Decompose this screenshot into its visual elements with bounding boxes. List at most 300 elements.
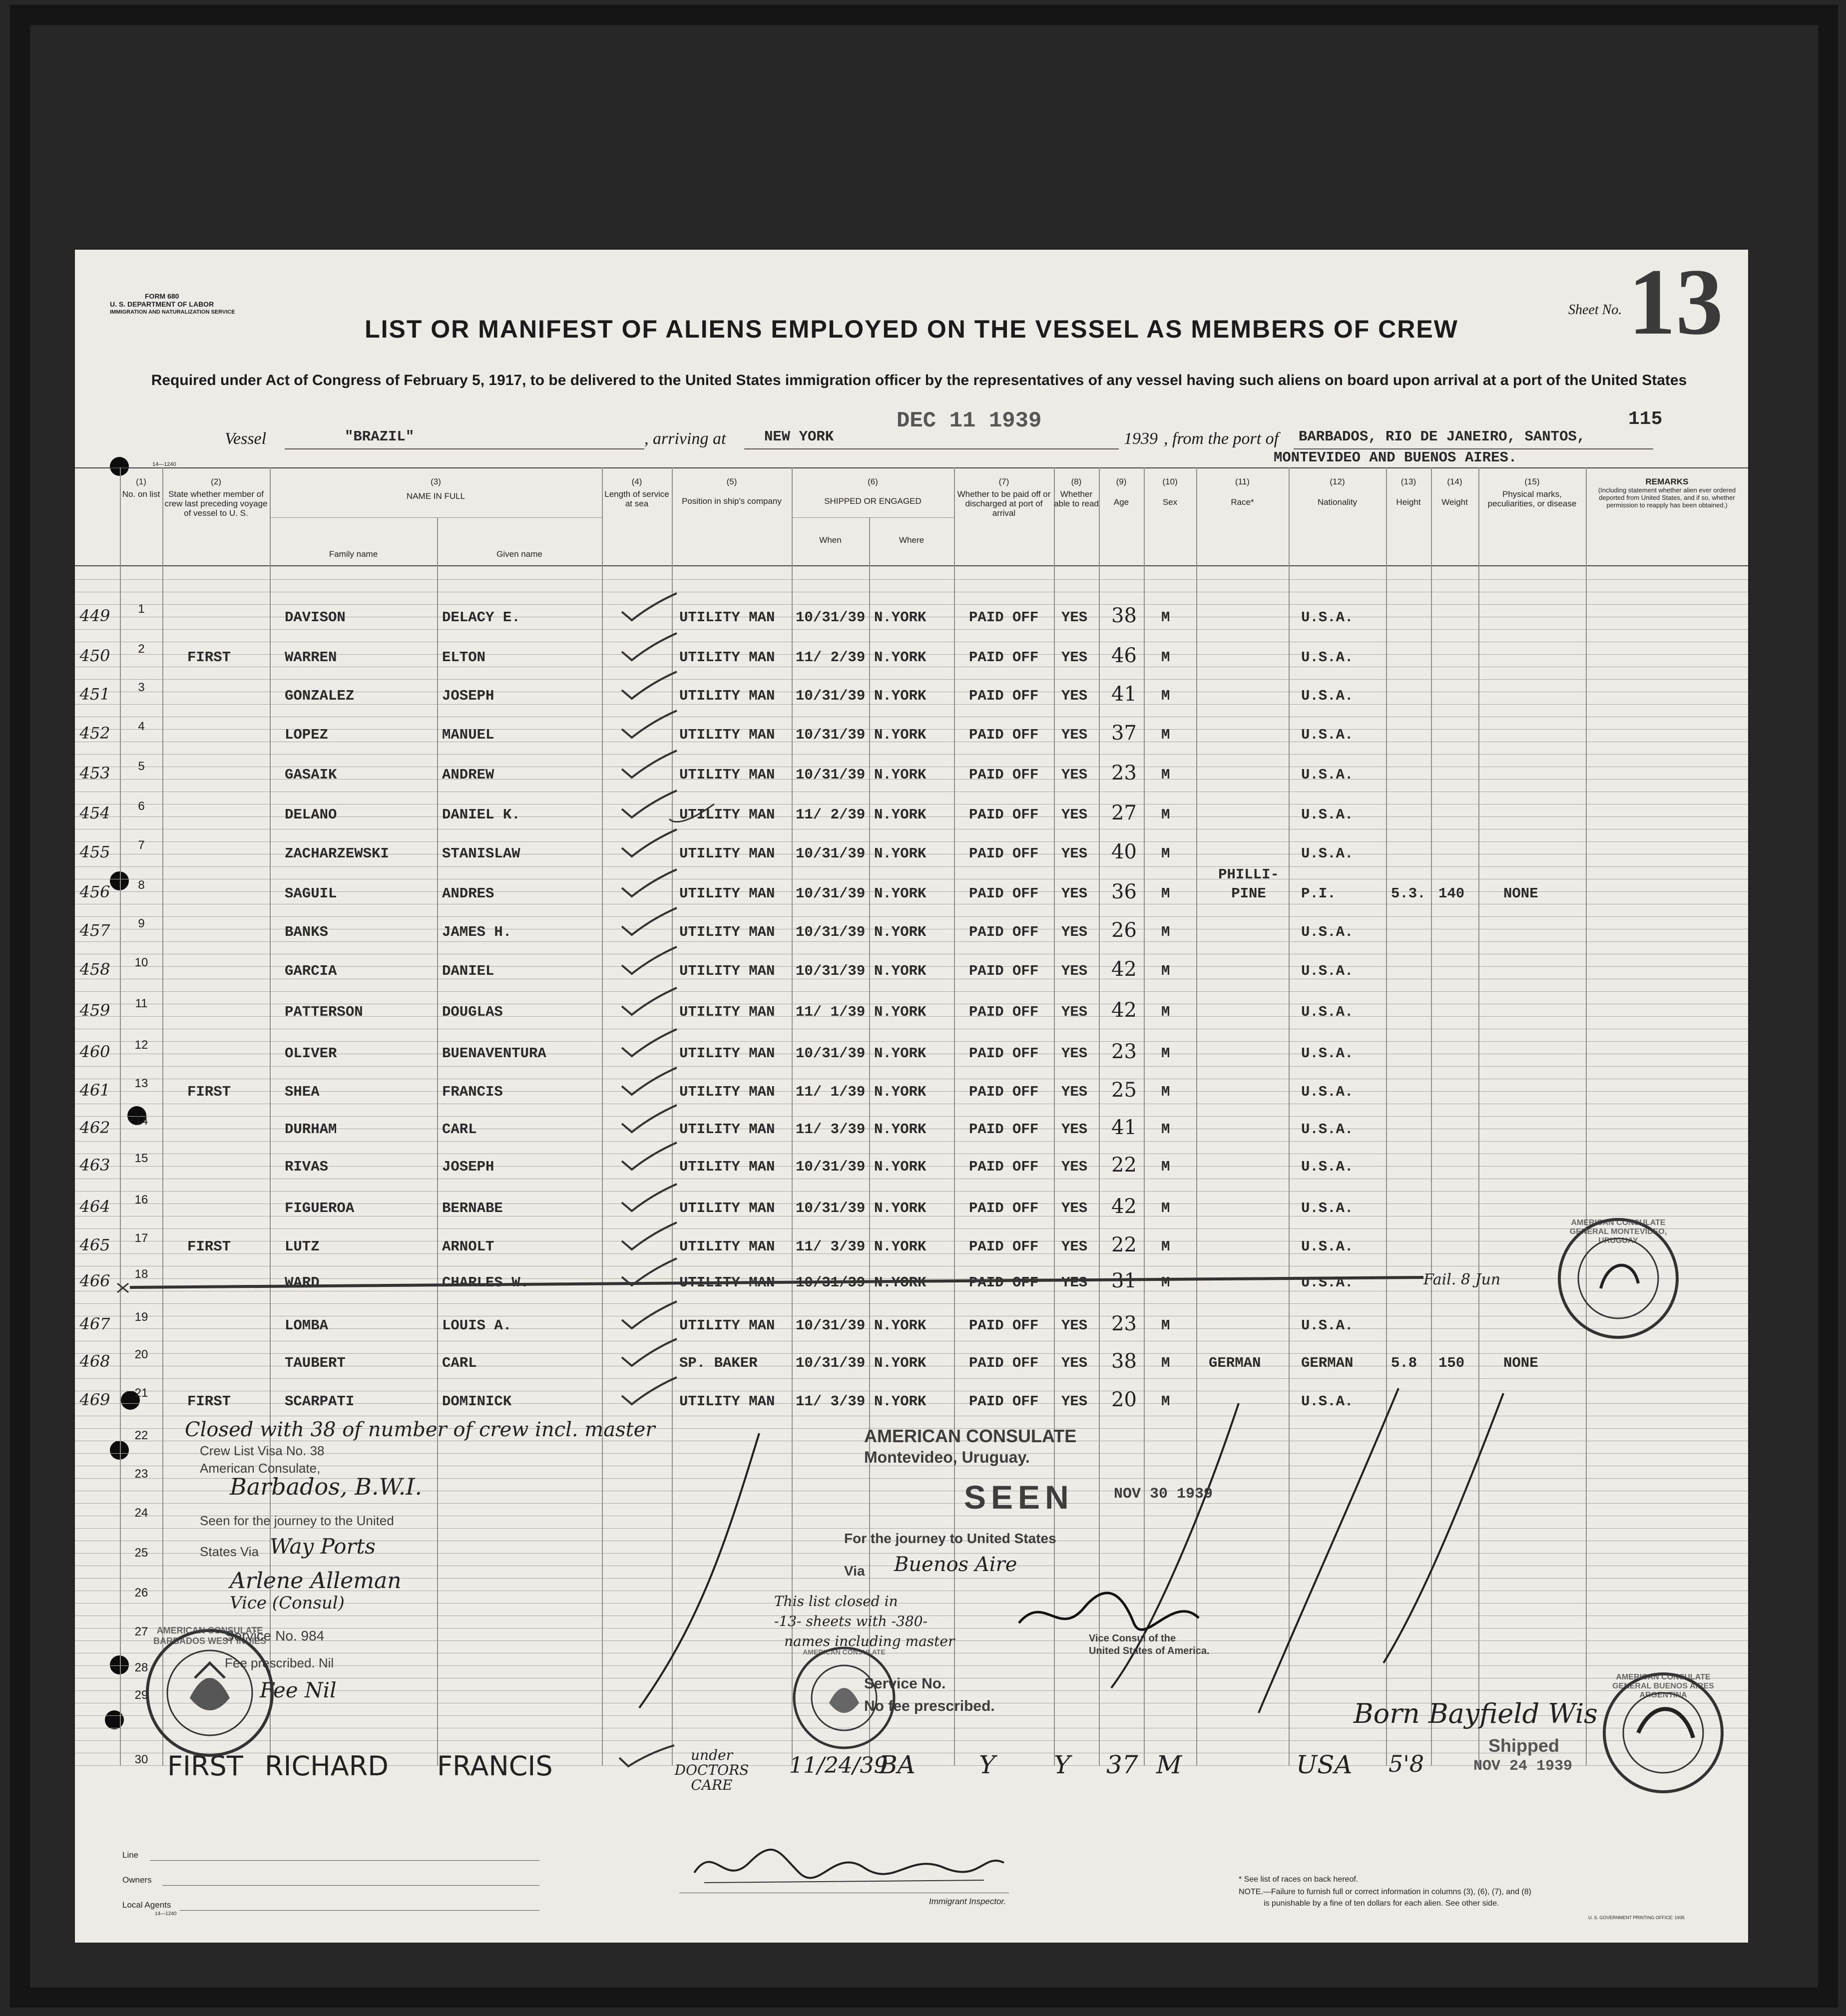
nationality: U.S.A. [1301,1393,1354,1410]
row-number: 9 [138,917,145,930]
nationality: U.S.A. [1301,767,1354,783]
crew-list-visa: Crew List Visa No. 38 [200,1443,325,1458]
col-header-6b: Where [899,535,924,545]
family-name: WARREN [285,649,337,666]
margin-list-number: 464 [79,1197,110,1216]
printer-note: U. S. GOVERNMENT PRINTING OFFICE: 1935 [1588,1915,1685,1920]
shipped-when: 11/ 1/39 [796,1004,866,1020]
race: PHILLI- PINE [1218,866,1279,902]
position: SP. BAKER [679,1355,758,1371]
row-number: 22 [134,1429,148,1442]
sex: M [1161,1045,1170,1062]
able-to-read: YES [1061,1159,1088,1175]
vice-consul-line1: Vice Consul of the [1089,1633,1176,1644]
position: UTILITY MAN [679,963,775,979]
shipped-where: N.YORK [874,767,926,783]
member-state: FIRST [187,1393,231,1410]
shipped-when: 11/ 2/39 [796,806,866,823]
sex: M [1161,1004,1170,1020]
able-to-read: YES [1061,963,1088,979]
age: 42 [1111,999,1137,1022]
age: 27 [1111,802,1137,824]
shipped-where: N.YORK [874,1238,926,1255]
shipped-when: 10/31/39 [796,609,866,626]
seen-stamp: SEEN [964,1479,1074,1516]
age: 41 [1111,1116,1137,1139]
position: UTILITY MAN [679,885,775,902]
row-number: 20 [134,1348,148,1361]
col-header-4: (4) Length of service at sea [604,477,669,508]
shipped-when: 11/ 3/39 [796,1238,866,1255]
paid-off: PAID OFF [969,649,1039,666]
footer-agents-label: Local Agents [122,1900,171,1910]
shipped-date: NOV 24 1939 [1473,1758,1573,1775]
margin-list-number: 468 [79,1352,110,1371]
margin-list-number: 456 [79,882,110,901]
row-number: 25 [134,1546,148,1560]
margin-list-number: 462 [79,1118,110,1137]
age: 42 [1111,958,1137,981]
able-to-read: YES [1061,649,1088,666]
position: UTILITY MAN [679,1159,775,1175]
position: UTILITY MAN [679,1393,775,1410]
row-number: 6 [138,800,145,813]
position: UTILITY MAN [679,1274,775,1291]
shipped-stamp: Shipped [1488,1735,1559,1756]
col-header-15: (15) Physical marks, peculiarities, or disease [1487,477,1577,508]
given-name: CHARLES W. [442,1274,529,1291]
nationality: P.I. [1301,885,1336,902]
nationality: U.S.A. [1301,1084,1354,1100]
given-name: ELTON [442,649,486,666]
given-name: DOMINICK [442,1393,512,1410]
member-state: FIRST [187,649,231,666]
given-name: LOUIS A. [442,1317,512,1334]
able-to-read: YES [1061,885,1088,902]
physical-marks: NONE [1503,885,1538,902]
row-number: 26 [134,1586,148,1600]
visa-fee-nil: Fee Nil [260,1678,337,1702]
requirement-text: Required under Act of Congress of February 5, 1917, to be delivered to the United States immigration officer by the representatives of any vessel having such aliens on board upon arrival at a port of the United States [151,372,1687,389]
row-number: 17 [134,1231,148,1245]
nationality: U.S.A. [1301,1159,1354,1175]
sex: M [1161,727,1170,743]
row-number: 7 [138,838,145,852]
age: 38 [1111,604,1137,627]
row-number: 2 [138,642,145,656]
col-header-7: (7) Whether to be paid off or discharged at port of arrival [957,477,1051,518]
row30-family: RICHARD [265,1750,389,1782]
footer-agents-code: 14—1240 [155,1911,177,1917]
visa-signature: Arlene Alleman [230,1568,402,1594]
given-name: STANISLAW [442,845,520,862]
row-number: 15 [134,1152,148,1165]
family-name: LUTZ [285,1238,320,1255]
montevideo-service-no: Service No. [864,1675,946,1692]
shipped-when: 11/ 1/39 [796,1084,866,1100]
row-number: 27 [134,1625,148,1638]
paid-off: PAID OFF [969,1238,1039,1255]
col-header-12: (12) Nationality [1317,477,1358,507]
nationality: U.S.A. [1301,963,1354,979]
closing-note-line2: -13- sheets with -380- [774,1613,927,1629]
shipped-when: 10/31/39 [796,1045,866,1062]
able-to-read: YES [1061,727,1088,743]
row-number: 4 [138,720,145,733]
footer-agents-rule [180,1910,539,1911]
row30-paid: Y [979,1750,996,1779]
paid-off: PAID OFF [969,1355,1039,1371]
from-port-line1: BARBADOS, RIO DE JANEIRO, SANTOS, [1299,428,1586,445]
shipped-when: 10/31/39 [796,924,866,940]
page-number: 115 [1628,408,1663,430]
position: UTILITY MAN [679,1200,775,1216]
shipped-where: N.YORK [874,963,926,979]
family-name: BANKS [285,924,329,940]
shipped-where: N.YORK [874,1004,926,1020]
row-number: 29 [134,1688,148,1702]
shipped-when: 10/31/39 [796,767,866,783]
family-name: GASAIK [285,767,337,783]
nationality: U.S.A. [1301,727,1354,743]
sheet-number: 13 [1628,250,1723,355]
sex: M [1161,649,1170,666]
position: UTILITY MAN [679,1317,775,1334]
visa-states-via: States Via [200,1544,259,1559]
family-name: LOMBA [285,1317,329,1334]
able-to-read: YES [1061,924,1088,940]
margin-list-number: 461 [79,1081,110,1100]
center-consulate-seal [789,1643,899,1753]
visa-consulate: American Consulate, [200,1461,321,1476]
montevideo-via-value: Buenos Aire [894,1553,1017,1576]
family-name: DELANO [285,806,337,823]
row-number: 18 [134,1267,148,1281]
montevideo-journey: For the journey to United States [844,1531,1056,1546]
row-number: 1 [138,602,145,616]
sex: M [1161,1159,1170,1175]
shipped-where: N.YORK [874,885,926,902]
age: 31 [1111,1269,1137,1292]
given-name: BUENAVENTURA [442,1045,546,1062]
from-label: , from the port of [1164,429,1279,448]
shipped-when: 10/31/39 [796,688,866,704]
paid-off: PAID OFF [969,1274,1039,1291]
family-name: FIGUEROA [285,1200,355,1216]
sex: M [1161,1121,1170,1138]
age: 20 [1111,1388,1137,1411]
vice-consul-line2: United States of America. [1089,1645,1210,1656]
row-number: 14 [134,1114,148,1128]
position: UTILITY MAN [679,767,775,783]
footer-owners-label: Owners [122,1875,152,1885]
row-number: 10 [134,956,148,969]
margin-list-number: 451 [79,685,110,704]
paid-off: PAID OFF [969,1393,1039,1410]
row-number: 12 [134,1038,148,1052]
row30-age: 37 [1106,1750,1138,1779]
shipped-when: 10/31/39 [796,1274,866,1291]
margin-list-number: 454 [79,804,110,822]
shipped-when: 10/31/39 [796,1159,866,1175]
shipped-where: N.YORK [874,1159,926,1175]
shipped-when: 10/31/39 [796,1355,866,1371]
nationality: U.S.A. [1301,1317,1354,1334]
shipped-when: 10/31/39 [796,1200,866,1216]
montevideo-via-label: Via [844,1563,865,1579]
age: 46 [1111,644,1137,667]
row-number: 24 [134,1506,148,1520]
family-name: ZACHARZEWSKI [285,845,389,862]
nationality: U.S.A. [1301,806,1354,823]
paid-off: PAID OFF [969,1317,1039,1334]
paid-off: PAID OFF [969,609,1039,626]
margin-list-number: 450 [79,646,110,665]
given-name: DANIEL K. [442,806,520,823]
row30-state: FIRST [167,1750,243,1782]
paid-off: PAID OFF [969,1159,1039,1175]
able-to-read: YES [1061,1121,1088,1138]
position: UTILITY MAN [679,1121,775,1138]
shipped-where: N.YORK [874,649,926,666]
family-name: SHEA [285,1084,320,1100]
given-name: JOSEPH [442,688,494,704]
shipped-where: N.YORK [874,1200,926,1216]
position: UTILITY MAN [679,649,775,666]
vessel-label: Vessel [225,429,267,448]
family-name: SCARPATI [285,1393,355,1410]
position: UTILITY MAN [679,609,775,626]
fine-note-1: NOTE.—Failure to furnish full or correct information in columns (3), (6), (7), and (8) [1239,1888,1531,1896]
visa-journey: Seen for the journey to the United [200,1513,394,1528]
sheet-label: Sheet No. [1568,302,1622,318]
department-name: U. S. DEPARTMENT OF LABOR [110,300,214,308]
age: 25 [1111,1079,1137,1102]
margin-list-number: 457 [79,921,110,940]
margin-list-number: 465 [79,1235,110,1254]
margin-list-number: 455 [79,842,110,861]
age: 26 [1111,919,1137,942]
able-to-read: YES [1061,845,1088,862]
arriving-port: NEW YORK [764,428,834,445]
paid-off: PAID OFF [969,963,1039,979]
sex: M [1161,885,1170,902]
able-to-read: YES [1061,1274,1088,1291]
nationality: U.S.A. [1301,845,1354,862]
position: UTILITY MAN [679,845,775,862]
strike-note: Fail. 8 Jun [1423,1271,1501,1288]
position: UTILITY MAN [679,727,775,743]
row30-where: BA [879,1750,916,1779]
buenos-aires-seal-text: AMERICAN CONSULATE GENERAL BUENOS AIRES ARGENTINA [1612,1673,1714,1699]
age: 23 [1111,1040,1137,1063]
row30-when: 11/24/39 [789,1753,888,1778]
family-name: RIVAS [285,1159,329,1175]
shipped-when: 10/31/39 [796,885,866,902]
footer-line-rule [150,1860,539,1861]
row30-height: 5'8 [1388,1750,1424,1777]
position: UTILITY MAN [679,806,775,823]
row30-service: under DOCTORS CARE [674,1747,749,1793]
visa-place: Barbados, B.W.I. [230,1473,423,1500]
col-header-16: REMARKS (Including statement whether alien ever ordered deported from United States, and if so, whether permission to reapply has been obtained.) [1598,477,1736,509]
family-name: GONZALEZ [285,688,355,704]
montevideo-stamp-line1: AMERICAN CONSULATE [864,1426,1077,1446]
margin-list-number: 463 [79,1156,110,1175]
visa-vice-consul: Vice (Consul) [230,1593,345,1613]
margin-list-number: 469 [79,1390,110,1409]
position: UTILITY MAN [679,1238,775,1255]
shipped-where: N.YORK [874,1317,926,1334]
col-header-8: (8) Whether able to read [1054,477,1099,508]
sex: M [1161,1393,1170,1410]
able-to-read: YES [1061,1355,1088,1371]
family-name: PATTERSON [285,1004,363,1020]
vessel-name: "BRAZIL" [345,428,415,445]
sex: M [1161,609,1170,626]
shipped-when: 10/31/39 [796,1317,866,1334]
sex: M [1161,963,1170,979]
nationality: U.S.A. [1301,1200,1354,1216]
arrival-date-stamp: DEC 11 1939 [897,408,1042,433]
seen-date: NOV 30 1939 [1114,1486,1213,1503]
age: 22 [1111,1154,1137,1177]
row30-sex: M [1156,1750,1182,1779]
family-name: SAGUIL [285,885,337,902]
height: 5.8 [1391,1355,1417,1371]
sex: M [1161,1084,1170,1100]
given-name: MANUEL [442,727,494,743]
row-number: 23 [134,1467,148,1481]
paid-off: PAID OFF [969,1121,1039,1138]
row-number: 11 [135,997,148,1010]
closing-note-line1: This list closed in [774,1593,898,1610]
form-number: FORM 680 [145,292,179,300]
margin-list-number: 466 [79,1271,110,1290]
col-header-6: (6) SHIPPED OR ENGAGED [824,477,922,506]
visa-service-no: Service No. 984 [225,1628,325,1643]
shipped-where: N.YORK [874,924,926,940]
family-name: TAUBERT [285,1355,346,1371]
sex: M [1161,924,1170,940]
shipped-when: 11/ 3/39 [796,1393,866,1410]
race: GERMAN [1209,1355,1261,1371]
shipped-when: 10/31/39 [796,845,866,862]
margin-list-number: 460 [79,1042,110,1061]
age: 37 [1111,722,1137,745]
able-to-read: YES [1061,806,1088,823]
nationality: U.S.A. [1301,1121,1354,1138]
sex: M [1161,1274,1170,1291]
age: 22 [1111,1233,1137,1256]
fine-note-2: is punishable by a fine of ten dollars for each alien. See other side. [1264,1899,1499,1908]
nationality: U.S.A. [1301,1238,1354,1255]
shipped-where: N.YORK [874,1121,926,1138]
position: UTILITY MAN [679,688,775,704]
family-name: GARCIA [285,963,337,979]
manifest-sheet [75,250,1748,1943]
paid-off: PAID OFF [969,845,1039,862]
position: UTILITY MAN [679,1004,775,1020]
able-to-read: YES [1061,1045,1088,1062]
born-note: Born Bayfield Wis [1354,1698,1598,1729]
montevideo-stamp-line2: Montevideo, Uruguay. [864,1448,1030,1466]
given-name: JOSEPH [442,1159,494,1175]
weight: 150 [1438,1355,1465,1371]
col-header-6a: When [819,535,842,545]
given-name: ARNOLT [442,1238,494,1255]
given-name: ANDRES [442,885,494,902]
inspector-signature [684,1833,1009,1898]
race-note: * See list of races on back hereof. [1239,1875,1359,1884]
paid-off: PAID OFF [969,688,1039,704]
able-to-read: YES [1061,1238,1088,1255]
able-to-read: YES [1061,1393,1088,1410]
col-header-5: (5) Position in ship's company [682,477,782,506]
paid-off: PAID OFF [969,1084,1039,1100]
margin-list-number: 453 [79,764,110,783]
position: UTILITY MAN [679,924,775,940]
nationality: U.S.A. [1301,1045,1354,1062]
physical-marks: NONE [1503,1355,1538,1371]
given-name: CARL [442,1121,477,1138]
row-number: 19 [134,1310,148,1324]
shipped-where: N.YORK [874,806,926,823]
shipped-where: N.YORK [874,609,926,626]
nationality: U.S.A. [1301,688,1354,704]
position: UTILITY MAN [679,1084,775,1100]
family-name: DAVISON [285,609,346,626]
nationality: U.S.A. [1301,649,1354,666]
able-to-read: YES [1061,609,1088,626]
shipped-when: 10/31/39 [796,963,866,979]
nationality: U.S.A. [1301,924,1354,940]
sex: M [1161,1317,1170,1334]
shipped-where: N.YORK [874,1393,926,1410]
page-title: LIST OR MANIFEST OF ALIENS EMPLOYED ON THE VESSEL AS MEMBERS OF CREW [365,315,1458,343]
shipped-when: 11/ 2/39 [796,649,866,666]
paid-off: PAID OFF [969,767,1039,783]
height: 5.3. [1391,885,1426,902]
row-number: 16 [134,1193,148,1207]
col-header-1: (1) No. on list [122,477,160,499]
form-code: 14—1240 [152,461,176,467]
weight: 140 [1438,885,1465,902]
shipped-when: 11/ 3/39 [796,1121,866,1138]
family-name: WARD [285,1274,320,1291]
year-value: 1939 [1124,429,1158,448]
margin-list-number: 449 [79,606,110,625]
barbados-seal-text: AMERICAN CONSULATE BARBADOS WEST INDIES [153,1625,266,1646]
col-header-2: (2) State whether member of crew last preceding voyage of vessel to U. S. [164,477,268,518]
age: 38 [1111,1350,1137,1373]
margin-list-number: 458 [79,960,110,979]
shipped-where: N.YORK [874,688,926,704]
given-name: BERNABE [442,1200,503,1216]
member-state: FIRST [187,1238,231,1255]
nationality: U.S.A. [1301,609,1354,626]
able-to-read: YES [1061,1200,1088,1216]
age: 40 [1111,840,1137,863]
nationality: U.S.A. [1301,1004,1354,1020]
col-header-13: (13) Height [1396,477,1421,507]
row30-given: FRANCIS [437,1750,553,1782]
given-name: DANIEL [442,963,494,979]
member-state: FIRST [187,1084,231,1100]
margin-list-number: 467 [79,1314,110,1333]
shipped-where: N.YORK [874,727,926,743]
visa-via-value: Way Ports [270,1534,376,1559]
